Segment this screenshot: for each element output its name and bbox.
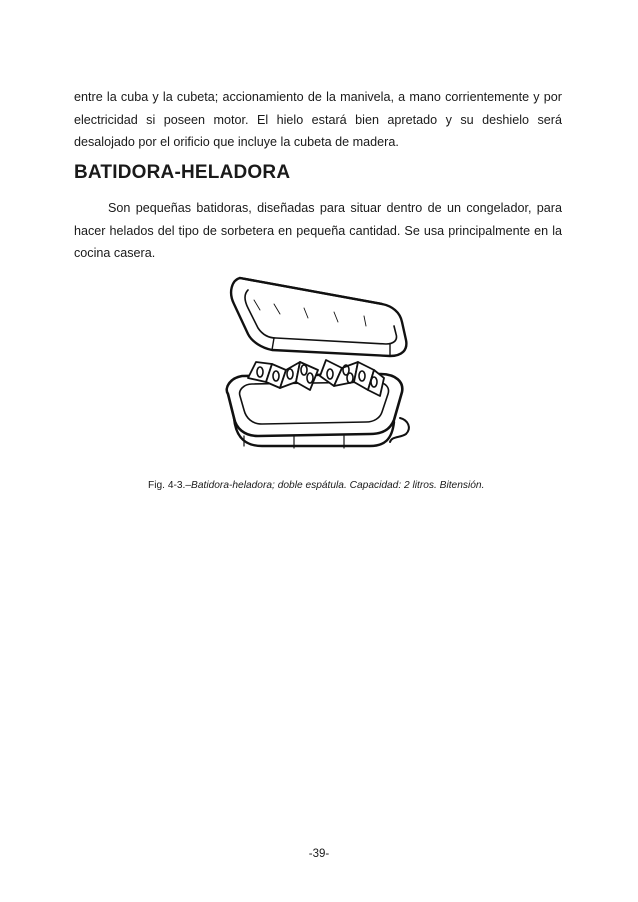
figure-illustration bbox=[214, 270, 420, 460]
ice-cream-maker-illustration bbox=[214, 270, 420, 460]
body-paragraph-intro: entre la cuba y la cubeta; accionamiento de la manivela, a mano corrientemente y por electricidad si poseen motor. El hielo estará bien apretado y su deshielo será desalojado por el orificio que incluye la cubeta de madera. bbox=[74, 90, 562, 149]
section-heading: BATIDORA-HELADORA bbox=[74, 162, 291, 183]
figure-caption bbox=[148, 480, 484, 491]
figure-caption-label: Fig. 4-3.– bbox=[148, 480, 192, 491]
figure-caption-text: Batidora-heladora; doble espátula. Capacidad: 2 litros. Bitensión. bbox=[191, 480, 485, 491]
body-paragraph-description: Son pequeñas batidoras, diseñadas para situar dentro de un congelador, para hacer helados del tipo de sorbetera en pequeña cantidad. Se usa principalmente en la cocina casera. bbox=[74, 201, 562, 260]
page-number: -39- bbox=[308, 848, 330, 860]
